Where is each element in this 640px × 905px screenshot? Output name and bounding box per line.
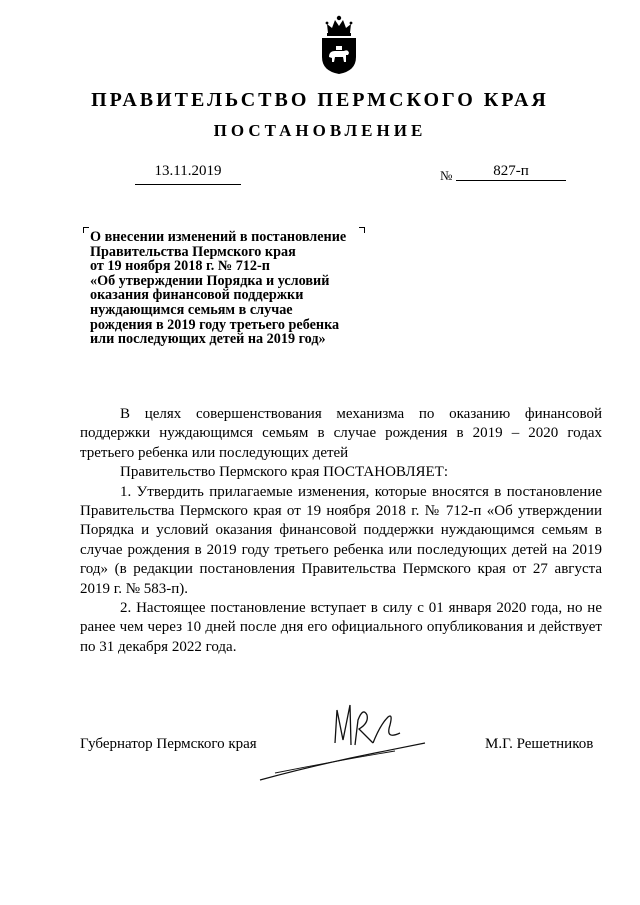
document-subject bbox=[90, 230, 346, 347]
coat-of-arms-icon bbox=[319, 13, 359, 75]
government-title: ПРАВИТЕЛЬСТВО ПЕРМСКОГО КРАЯ bbox=[91, 89, 549, 111]
body-paragraph: 1. Утвердить прилагаемые изменения, которые вносятся в постановление Правительства Пермского края от 19 ноября 2018 г. № 712-п «Об утверждении Порядка и условий оказания финансовой поддержки нуждающимся семьям в случае рождения в 2019 году третьего ребенка или последующих детей на 2019 год» (в редакции постановления Правительства Пермского края от 27 августа 2019 г. № 583-п). bbox=[80, 483, 602, 597]
signer-position: Губернатор Пермского края bbox=[80, 736, 257, 752]
subject-line: или последующих детей на 2019 год» bbox=[90, 331, 326, 348]
subject-line: Правительства Пермского края bbox=[90, 243, 296, 260]
subject-line: О внесении изменений в постановление bbox=[90, 229, 347, 245]
subject-line: «Об утверждении Порядка и условий bbox=[90, 272, 330, 289]
subject-bracket-left bbox=[83, 227, 89, 233]
body-paragraph: Правительство Пермского края ПОСТАНОВЛЯЕТ: bbox=[120, 464, 449, 481]
subject-line: оказания финансовой поддержки bbox=[90, 287, 304, 304]
subject-line: рождения в 2019 году третьего ребенка bbox=[90, 316, 340, 333]
document-date: 13.11.2019 bbox=[135, 163, 241, 185]
number-sign: № bbox=[440, 168, 453, 183]
body-paragraph: 2. Настоящее постановление вступает в силу с 01 января 2020 года, но не ранее чем через 10 дней после дня его официального опубликования и действует по 31 декабря 2022 года. bbox=[80, 600, 602, 655]
subject-bracket-right bbox=[359, 227, 365, 233]
document-type: ПОСТАНОВЛЕНИЕ bbox=[213, 121, 427, 140]
signer-name: М.Г. Решетников bbox=[485, 736, 594, 752]
document-body bbox=[80, 405, 602, 657]
subject-line: нуждающимся семьям в случае bbox=[90, 301, 293, 318]
handwritten-signature bbox=[255, 685, 430, 785]
body-paragraph: В целях совершенствования механизма по оказанию финансовой поддержки нуждающимся семьям в случае рождения в 2019 – 2020 годах третьего ребенка или последующих детей bbox=[80, 406, 602, 461]
subject-line: от 19 ноября 2018 г. № 712-п bbox=[90, 258, 270, 275]
document-number: 827-п bbox=[456, 163, 566, 181]
